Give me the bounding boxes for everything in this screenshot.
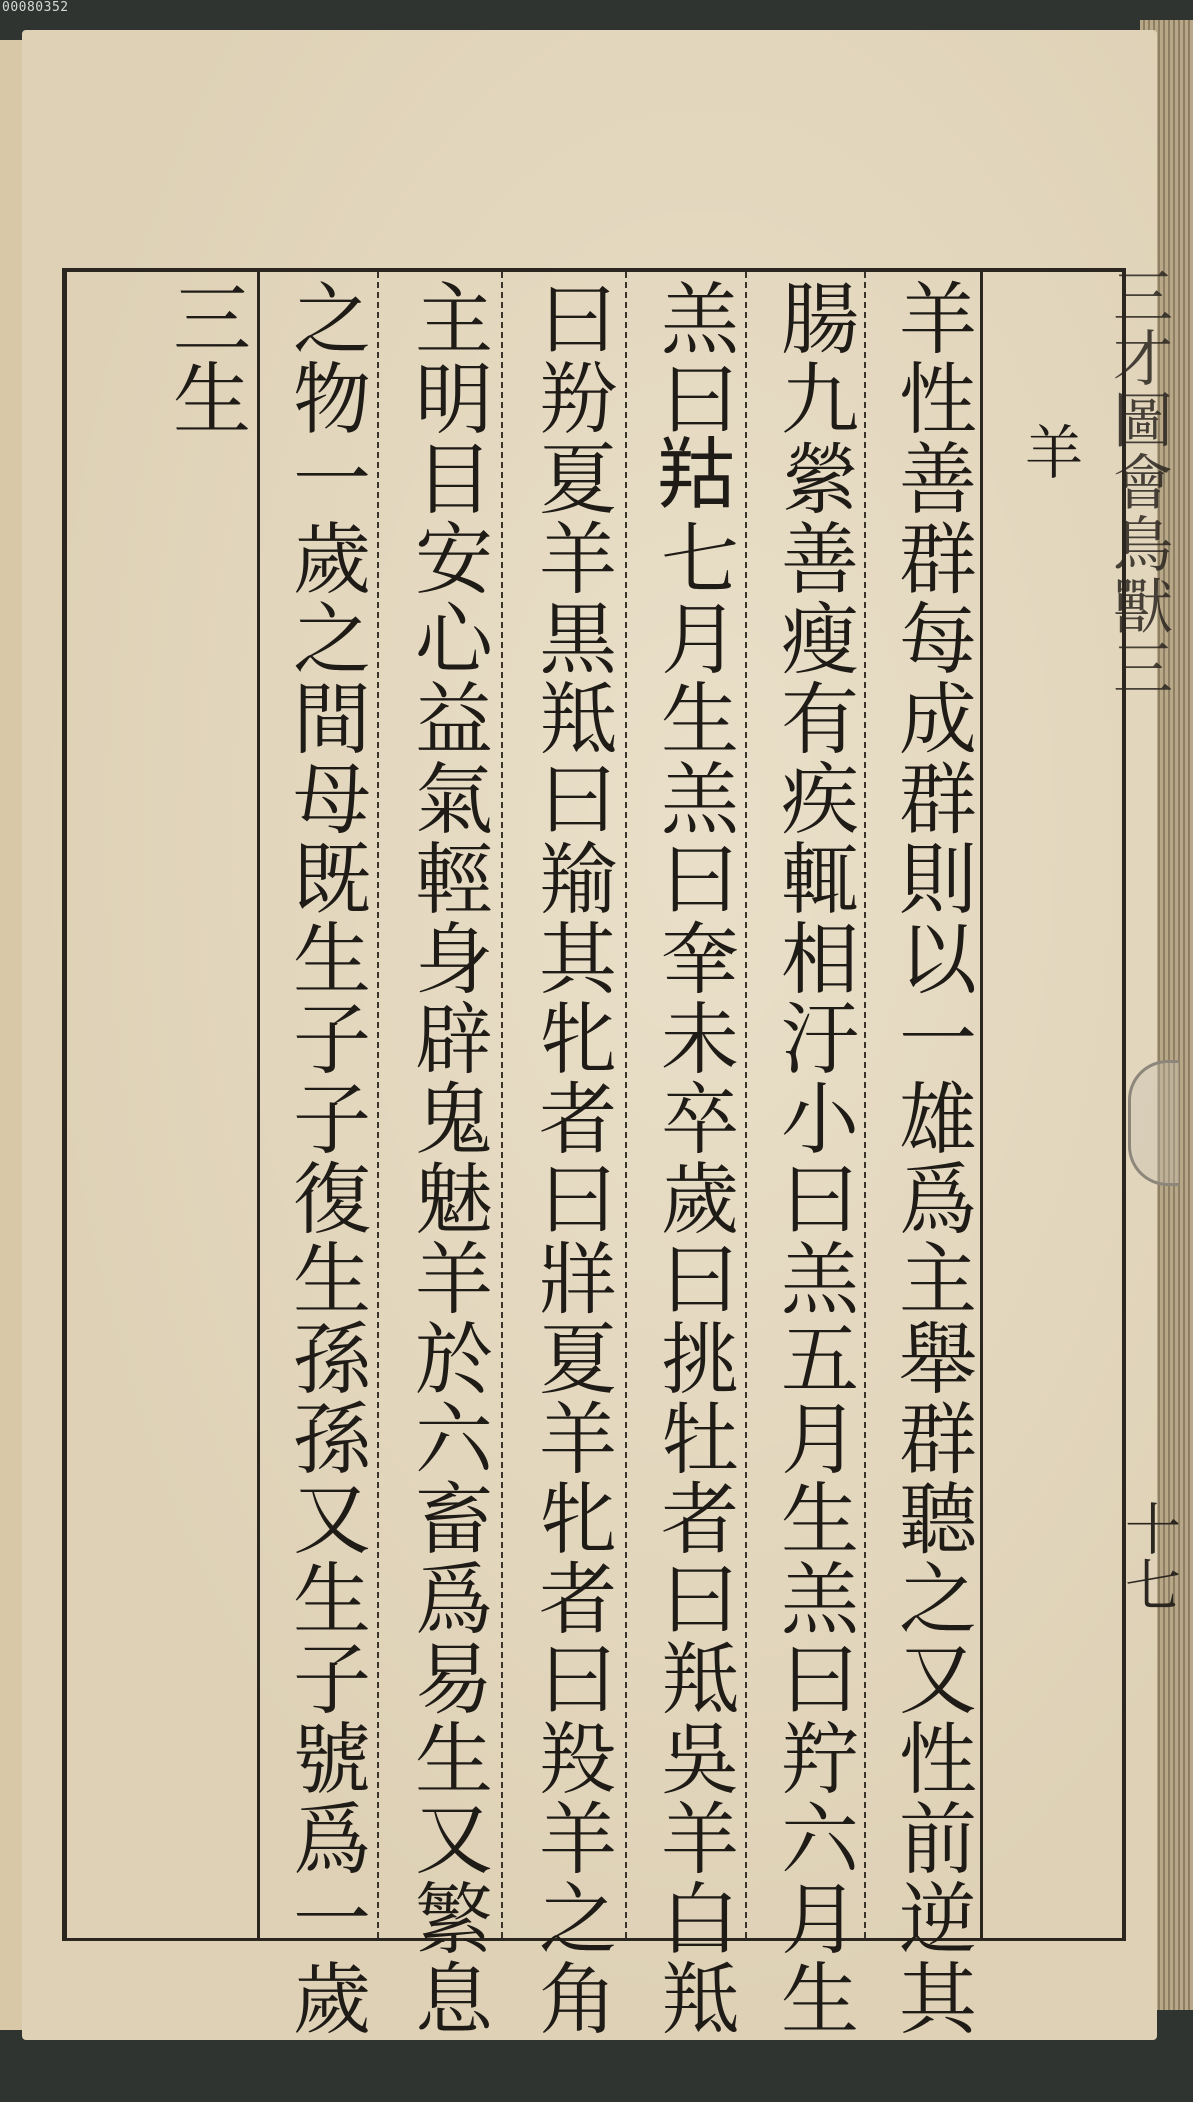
column-divider [501, 272, 503, 1938]
column-divider [377, 272, 379, 1938]
text-column-6: 之物一歲之間母既生子子復生孫孫又生子號爲一歲 [280, 278, 370, 2038]
page-tab-marker [1128, 1060, 1179, 1186]
text-column-5: 主明目安心益氣輕身辟鬼魅羊於六畜爲易生又繁息 [402, 278, 492, 2038]
text-block [62, 268, 1126, 2038]
entry-heading: 羊 [1015, 422, 1083, 482]
text-column-3: 羔曰𦍩七月生羔曰羍未卒歲曰挑牡者曰羝吳羊白羝 [648, 278, 738, 2038]
text-column-4: 曰羒夏羊黒羝曰羭其牝者曰牂夏羊牝者曰羖羊之角 [526, 278, 616, 2038]
column-divider [257, 272, 260, 1938]
text-column-2: 腸九縈善瘦有疾輒相汙小曰羔五月生羔曰羜六月生 [768, 278, 858, 2038]
column-divider [980, 272, 983, 1938]
folio-number: 十七 [1116, 1500, 1181, 1612]
column-divider [745, 272, 747, 1938]
frame-id: 00080352 [2, 0, 69, 15]
column-divider [625, 272, 627, 1938]
text-column-1: 羊性善群每成群則以一雄爲主舉群聽之又性前逆其 [886, 278, 976, 2038]
margin-title: 三才圖會鳥獸三 [1103, 265, 1173, 699]
text-column-7: 三生 [160, 278, 250, 438]
column-divider [864, 272, 866, 1938]
